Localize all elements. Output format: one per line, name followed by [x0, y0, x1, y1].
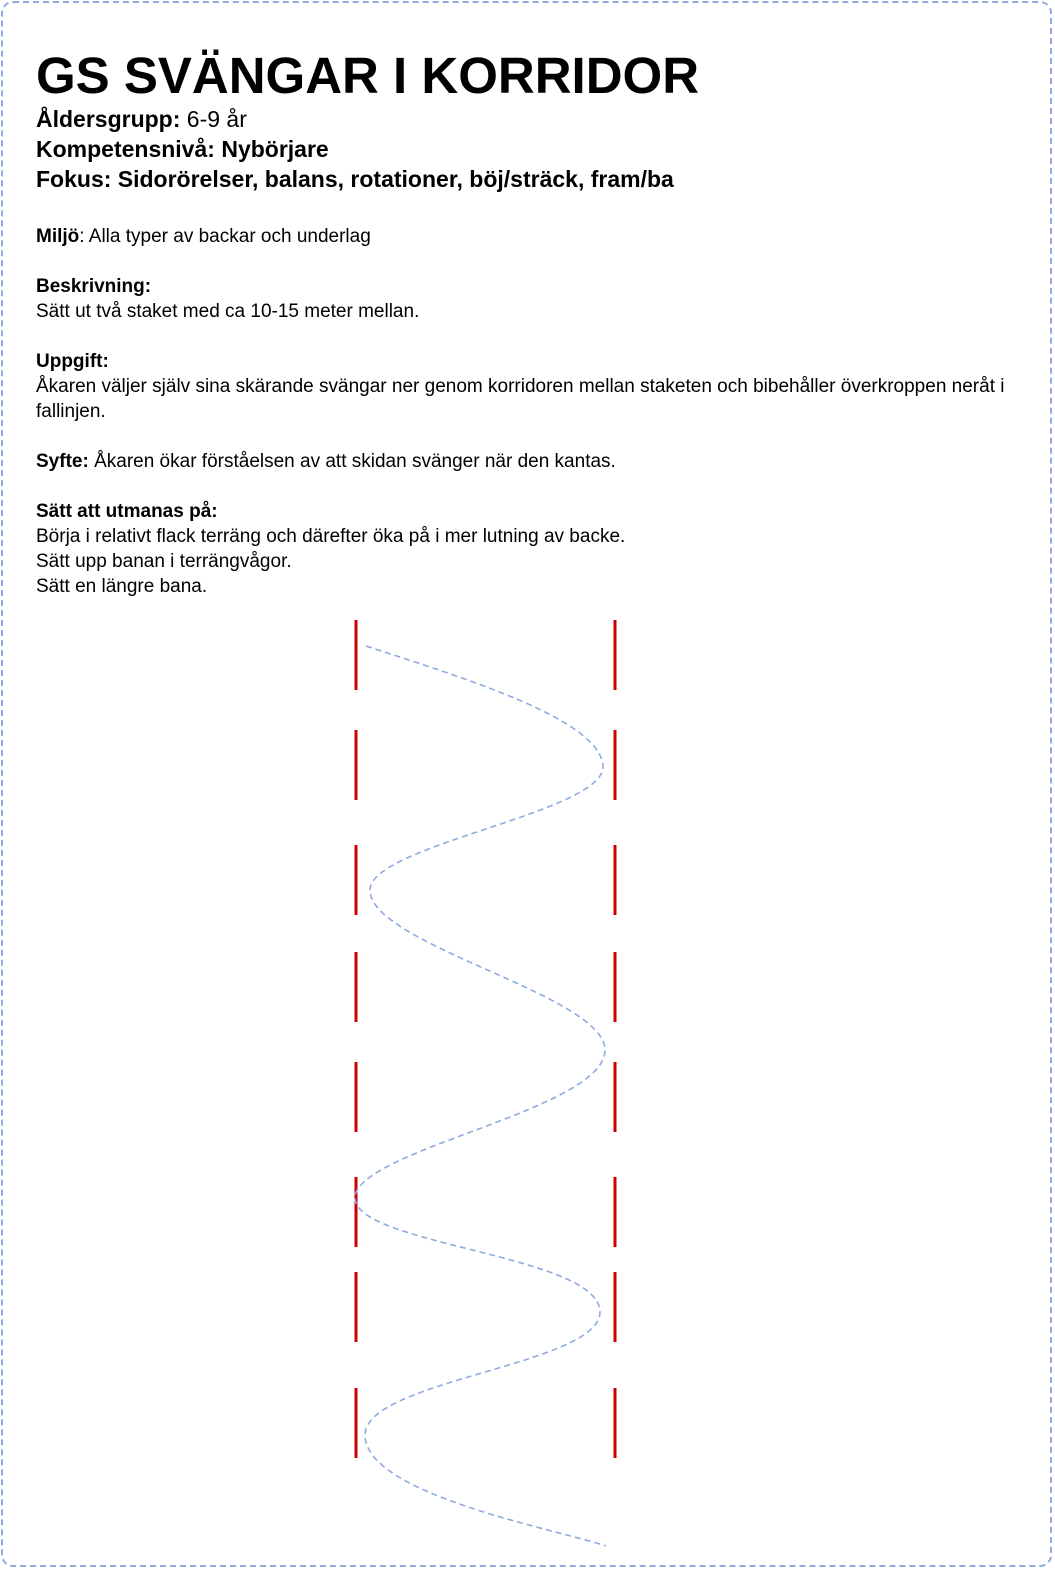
focus-value: Sidorörelser, balans, rotationer, böj/sträck, fram/ba	[111, 166, 674, 192]
task-text: Åkaren väljer själv sina skärande svängar ner genom korridoren mellan staketen och bibehåller överkroppen neråt i fallinjen.	[36, 376, 1005, 422]
challenge-line: Börja i relativt flack terräng och därefter öka på i mer lutning av backe.	[36, 526, 626, 547]
ski-track-path	[355, 646, 606, 1546]
age-value: 6-9 år	[180, 106, 247, 132]
age-label: Åldersgrupp:	[36, 106, 181, 132]
challenge-line: Sätt upp banan i terrängvågor.	[36, 551, 292, 572]
challenge-line: Sätt en längre bana.	[36, 576, 208, 597]
focus-label: Fokus:	[36, 166, 112, 192]
purpose-text: Åkaren ökar förståelsen av att skidan svänger när den kantas.	[88, 451, 616, 472]
level-label: Kompetensnivå:	[36, 136, 215, 162]
description-heading: Beskrivning:	[36, 276, 152, 297]
level-value: Nybörjare	[214, 136, 329, 162]
environment-text: : Alla typer av backar och underlag	[79, 226, 371, 247]
description-text: Sätt ut två staket med ca 10-15 meter mellan.	[36, 301, 420, 322]
environment-label: Miljö	[36, 226, 80, 247]
task-heading: Uppgift:	[36, 351, 109, 372]
purpose-label: Syfte:	[36, 451, 89, 472]
page-title: GS SVÄNGAR I KORRIDOR	[36, 47, 700, 104]
challenge-heading: Sätt att utmanas på:	[36, 501, 218, 522]
